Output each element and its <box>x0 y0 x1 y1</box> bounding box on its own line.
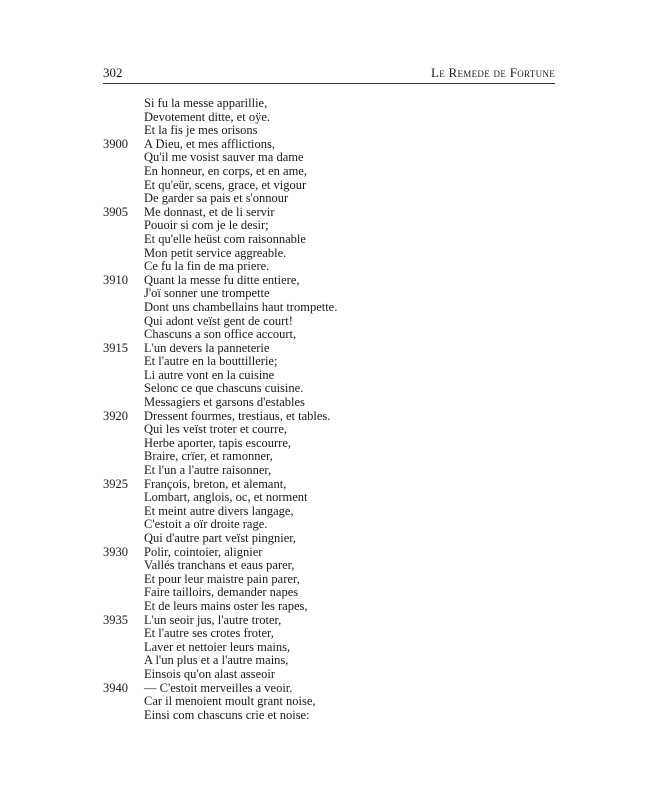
verse-line <box>103 151 555 165</box>
verse-line <box>103 179 555 193</box>
line-number: 3940 <box>103 680 128 695</box>
verse-text: Et l'autre ses crotes froter, <box>144 626 274 641</box>
verse-line <box>103 97 555 111</box>
verse-text: Me donnast, et de li servir <box>144 204 275 219</box>
verse-line <box>103 287 555 301</box>
verse-text: Ce fu la fin de ma priere. <box>144 259 270 274</box>
verse-text: Selonc ce que chascuns cuisine. <box>144 381 304 396</box>
verse-text: L'un devers la panneterie <box>144 340 270 355</box>
verse-line <box>103 627 555 641</box>
line-number: 3910 <box>103 272 128 287</box>
line-number: 3905 <box>103 204 128 219</box>
verse-text: Faire tailloirs, demander napes <box>144 585 299 600</box>
line-number: 3930 <box>103 544 128 559</box>
verse-text: Et la fis je mes orisons <box>144 123 258 138</box>
verse-line <box>103 369 555 383</box>
verse-line <box>103 586 555 600</box>
line-number: 3935 <box>103 612 128 627</box>
verse-text: A l'un plus et a l'autre mains, <box>144 653 289 668</box>
verse-line <box>103 192 555 206</box>
verse-text: Messagiers et garsons d'estables <box>144 395 305 410</box>
verse-text: Et l'autre en la bouttillerie; <box>144 354 278 369</box>
verse-text: François, breton, et alemant, <box>144 476 287 491</box>
verse-line <box>103 315 555 329</box>
verse-text: Et pour leur maistre pain parer, <box>144 571 300 586</box>
verse-line <box>103 682 555 696</box>
verse-list <box>103 97 555 722</box>
page-number: 302 <box>103 65 123 80</box>
running-title: Le Remede de Fortune <box>430 65 555 80</box>
verse-text: Et qu'eür, scens, grace, et vigour <box>144 177 307 192</box>
line-number: 3925 <box>103 476 128 491</box>
verse-text: Polir, cointoier, alignier <box>144 544 263 559</box>
verse-line <box>103 559 555 573</box>
verse-text: Mon petit service aggreable. <box>144 245 287 260</box>
verse-text: A Dieu, et mes afflictions, <box>144 136 275 151</box>
verse-text: L'un seoir jus, l'autre troter, <box>144 612 282 627</box>
verse-text: Li autre vont en la cuisine <box>144 367 275 382</box>
verse-line <box>103 695 555 709</box>
verse-line <box>103 450 555 464</box>
verse-text: Laver et nettoier leurs mains, <box>144 639 291 654</box>
verse-line <box>103 396 555 410</box>
verse-line <box>103 328 555 342</box>
verse-text: Einsi com chascuns crie et noise: <box>144 707 310 722</box>
verse-line <box>103 600 555 614</box>
verse-line <box>103 260 555 274</box>
verse-text: De garder sa pais et s'onnour <box>144 191 289 206</box>
verse-line <box>103 668 555 682</box>
verse-text: Lombart, anglois, oc, et norment <box>144 490 308 505</box>
verse-line <box>103 709 555 723</box>
verse-line <box>103 206 555 220</box>
verse-line <box>103 138 555 152</box>
verse-line <box>103 478 555 492</box>
verse-text: Dressent fourmes, trestiaus, et tables. <box>144 408 331 423</box>
verse-text: Et l'un a l'autre raisonner, <box>144 463 272 478</box>
verse-line <box>103 301 555 315</box>
verse-text: Pouoir si com je le desir; <box>144 218 269 233</box>
verse-line <box>103 423 555 437</box>
verse-line <box>103 464 555 478</box>
header-rule <box>103 83 555 84</box>
verse-text: Qui adont veïst gent de court! <box>144 313 293 328</box>
verse-text: Quant la messe fu ditte entiere, <box>144 272 300 287</box>
verse-line <box>103 532 555 546</box>
verse-line <box>103 505 555 519</box>
verse-text: Qu'il me vosist sauver ma dame <box>144 150 304 165</box>
verse-text: Et meint autre divers langage, <box>144 503 294 518</box>
verse-text: Einsois qu'on alast asseoir <box>144 666 276 681</box>
verse-line <box>103 247 555 261</box>
verse-line <box>103 111 555 125</box>
line-number: 3915 <box>103 340 128 355</box>
verse-text: — C'estoit merveilles a veoir. <box>144 680 293 695</box>
verse-text: Qui les veïst troter et courre, <box>144 422 288 437</box>
verse-line <box>103 614 555 628</box>
verse-line <box>103 342 555 356</box>
verse-line <box>103 165 555 179</box>
verse-text: Devotement ditte, et oÿe. <box>144 109 271 124</box>
verse-line <box>103 491 555 505</box>
verse-line <box>103 355 555 369</box>
verse-text: Si fu la messe apparillie, <box>144 96 268 110</box>
verse-text: Dont uns chambellains haut trompette. <box>144 299 338 314</box>
verse-text: Et qu'elle heüst com raisonnable <box>144 231 306 246</box>
verse-text: Braire, crïer, et ramonner, <box>144 449 273 464</box>
verse-line <box>103 274 555 288</box>
verse-text: En honneur, en corps, et en ame, <box>144 163 307 178</box>
verse-text: Vallés tranchans et eaus parer, <box>144 558 295 573</box>
verse-text: Car il menoient moult grant noise, <box>144 694 316 709</box>
verse-text: Qui d'autre part veïst pingnier, <box>144 531 297 545</box>
verse-line <box>103 546 555 560</box>
verse-line <box>103 437 555 451</box>
verse-text: Chascuns a son office accourt, <box>144 327 297 342</box>
verse-line <box>103 219 555 233</box>
verse-line <box>103 410 555 424</box>
verse-line <box>103 124 555 138</box>
verse-line <box>103 573 555 587</box>
verse-line <box>103 382 555 396</box>
page-header <box>103 65 555 85</box>
verse-text: C'estoit a oïr droite rage. <box>144 517 268 532</box>
verse-text: Et de leurs mains oster les rapes, <box>144 598 308 613</box>
verse-line <box>103 233 555 247</box>
line-number: 3900 <box>103 136 128 151</box>
verse-line <box>103 654 555 668</box>
verse-line <box>103 641 555 655</box>
verse-line <box>103 518 555 532</box>
verse-text: J'oï sonner une trompette <box>144 286 270 301</box>
verse-text: Herbe aporter, tapis escourre, <box>144 435 291 450</box>
line-number: 3920 <box>103 408 128 423</box>
